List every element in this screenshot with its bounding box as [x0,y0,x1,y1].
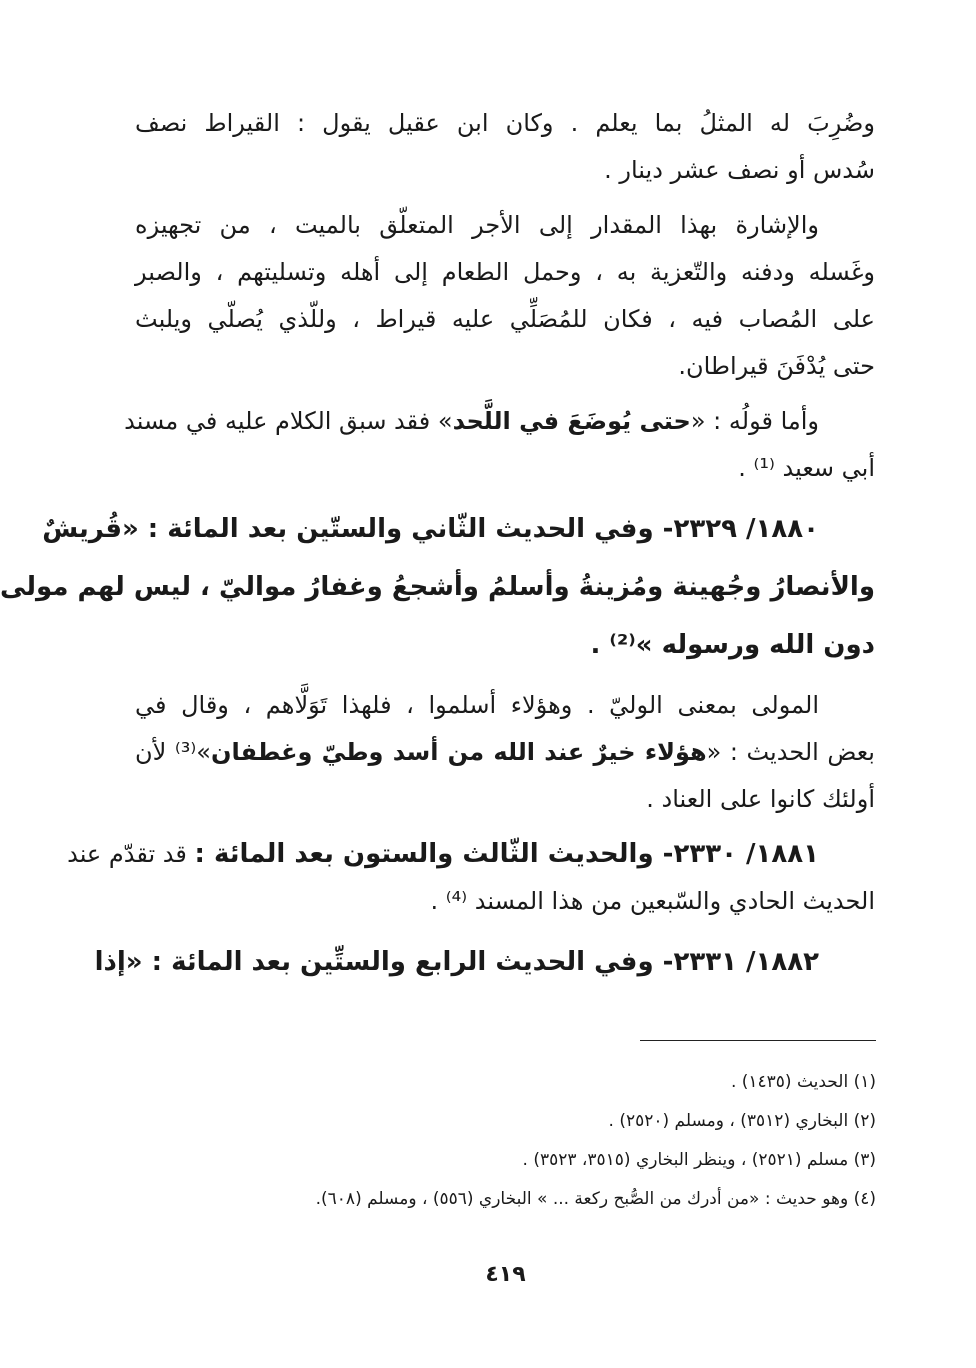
text-line: حتى يُدْفَنَ قيراطان. [678,352,875,380]
text-line [67,831,875,878]
hadith-quote: حتى يُوضَعَ في اللَّحد [452,407,691,435]
paragraph-qirat-explanation [135,202,875,390]
footnote-divider [640,1040,876,1041]
paragraph-mawla-meaning [135,682,875,823]
text-line: والإشارة بهذا المقدار إلى الأجر المتعلّق بالميت ، من تجهيزه [135,211,819,239]
hadith-heading-line: ١٨٨٢/ ٢٣٣١- وفي الحديث الرابع والستِّين بعد المائة : «إذا [94,947,819,977]
text-line: أبي سعيد ⁽¹⁾ . [738,454,875,482]
footnote-2: (٢) البخاري (٣٥١٢) ، ومسلم (٢٥٢٠) . [608,1111,876,1131]
hadith-heading-line: والأنصارُ وجُهينة ومُزينةُ وأسلمُ وأشجعُ وغفارُ مواليّ ، ليس لهم مولى [0,572,875,602]
text-line [135,729,875,776]
text-line: سُدس أو نصف عشر دينار . [604,156,875,184]
page-number: ٤١٩ [485,1262,526,1287]
text-line: أولئك كانوا على العناد . [646,785,875,813]
text-line: المولى بمعنى الوليّ . وهؤلاء أسلموا ، فلهذا تَوَلَّاهم ، وقال في [135,691,819,719]
text-run: قد تقدّم عند [67,840,195,868]
text-line: على المُصاب فيه ، فكان للمُصَلِّي عليه قيراط ، وللّذي يُصلّي ويلبث [135,305,875,333]
text-line [124,398,875,445]
footnote-1: (١) الحديث (١٤٣٥) . [730,1072,876,1092]
hadith-heading-line: ١٨٨٠/ ٢٣٢٩- وفي الحديث الثّاني والستّين بعد المائة : «قُريشٌ [42,514,819,544]
text-run: وأما قولُه : « [690,407,819,435]
hadith-heading: ١٨٨١/ ٢٣٣٠- والحديث الثّالث والستون بعد المائة : [194,839,819,869]
hadith-quote: هؤلاء خيرٌ عند الله من أسد وطيّ وغطفان [210,738,707,766]
text-run: » فقد سبق الكلام عليه في مسند [124,407,453,435]
paragraph-qirat-meaning [135,100,875,194]
text-line: الحديث الحادي والسّبعين من هذا المسند ⁽⁴⁾ . [430,887,875,915]
hadith-1880 [0,500,875,674]
text-run: »⁽³⁾ لأن [135,738,211,766]
text-line: وضُرِبَ له المثلُ بما يعلم . وكان ابن عقيل يقول : القيراط نصف [135,109,875,137]
hadith-heading-line: دون الله ورسوله »⁽²⁾ . [590,630,875,660]
footnotes [136,1063,876,1219]
footnote-4: (٤) وهو حديث : «من أدرك من الصُّبح ركعة ... » البخاري (٥٥٦) ، ومسلم (٦٠٨). [315,1189,876,1209]
paragraph-lahd-reference [124,398,875,492]
text-run: بعض الحديث : « [706,738,875,766]
text-line: وغَسله ودفنه والتّعزية به ، وحمل الطعام إلى أهله وتسليتهم ، والصبر [135,258,875,286]
hadith-1881 [67,831,875,925]
footnote-3: (٣) مسلم (٢٥٢١) ، وينظر البخاري (٣٥١٥، ٣٥٢٣) . [522,1150,876,1170]
hadith-1882 [94,933,875,991]
page-body [0,100,875,991]
